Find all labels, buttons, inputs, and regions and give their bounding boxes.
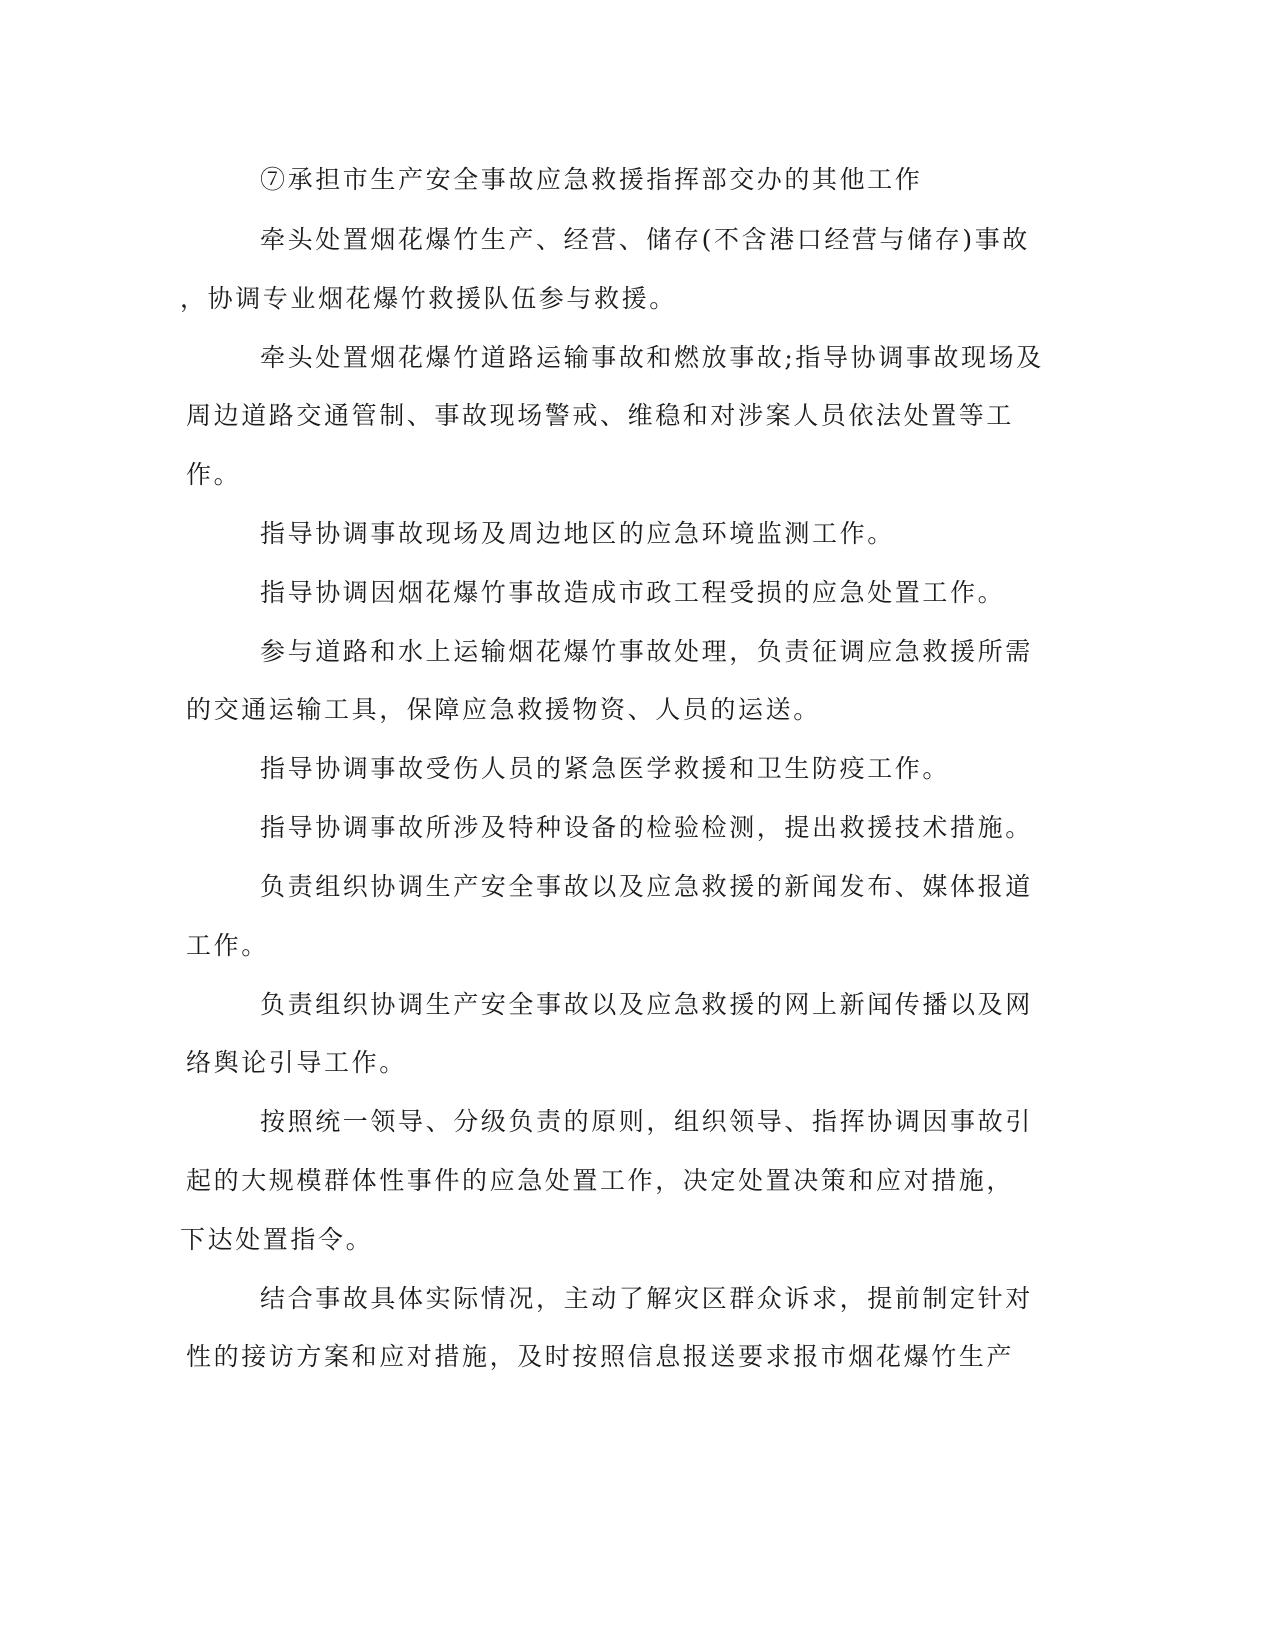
- paragraph-line: 络舆论引导工作。: [186, 1048, 407, 1077]
- paragraph-line: 作。: [186, 460, 242, 489]
- paragraph-line: ，协调专业烟花爆竹救援队伍参与救援。: [180, 284, 677, 313]
- paragraph-line: 牵头处置烟花爆竹生产、经营、储存(不含港口经营与储存)事故: [260, 225, 1030, 254]
- paragraph-line: 指导协调事故现场及周边地区的应急环境监测工作。: [260, 519, 895, 548]
- paragraph-line: 起的大规模群体性事件的应急处置工作，决定处置决策和应对措施，: [186, 1166, 1015, 1195]
- paragraph-line: 牵头处置烟花爆竹道路运输事故和燃放事故;指导协调事故现场及: [260, 343, 1044, 372]
- paragraph-line: 工作。: [186, 931, 269, 960]
- paragraph-line: 指导协调事故所涉及特种设备的检验检测，提出救援技术措施。: [260, 813, 1033, 842]
- paragraph-line: 按照统一领导、分级负责的原则，组织领导、指挥协调因事故引: [260, 1107, 1033, 1136]
- paragraph-line: 指导协调事故受伤人员的紧急医学救援和卫生防疫工作。: [260, 754, 951, 783]
- paragraph-line: 结合事故具体实际情况，主动了解灾区群众诉求，提前制定针对: [260, 1284, 1033, 1313]
- paragraph-line: 性的接访方案和应对措施，及时按照信息报送要求报市烟花爆竹生产: [186, 1342, 1015, 1371]
- paragraph-line: 周边道路交通管制、事故现场警戒、维稳和对涉案人员依法处置等工: [186, 401, 1015, 430]
- paragraph-line: 负责组织协调生产安全事故以及应急救援的网上新闻传播以及网: [260, 990, 1033, 1019]
- paragraph-line: ⑦承担市生产安全事故应急救援指挥部交办的其他工作: [260, 165, 923, 194]
- paragraph-line: 指导协调因烟花爆竹事故造成市政工程受损的应急处置工作。: [260, 578, 1006, 607]
- paragraph-line: 负责组织协调生产安全事故以及应急救援的新闻发布、媒体报道: [260, 872, 1033, 901]
- paragraph-line: 下达处置指令。: [180, 1225, 374, 1254]
- paragraph-line: 的交通运输工具，保障应急救援物资、人员的运送。: [186, 695, 821, 724]
- paragraph-line: 参与道路和水上运输烟花爆竹事故处理，负责征调应急救援所需: [260, 637, 1033, 666]
